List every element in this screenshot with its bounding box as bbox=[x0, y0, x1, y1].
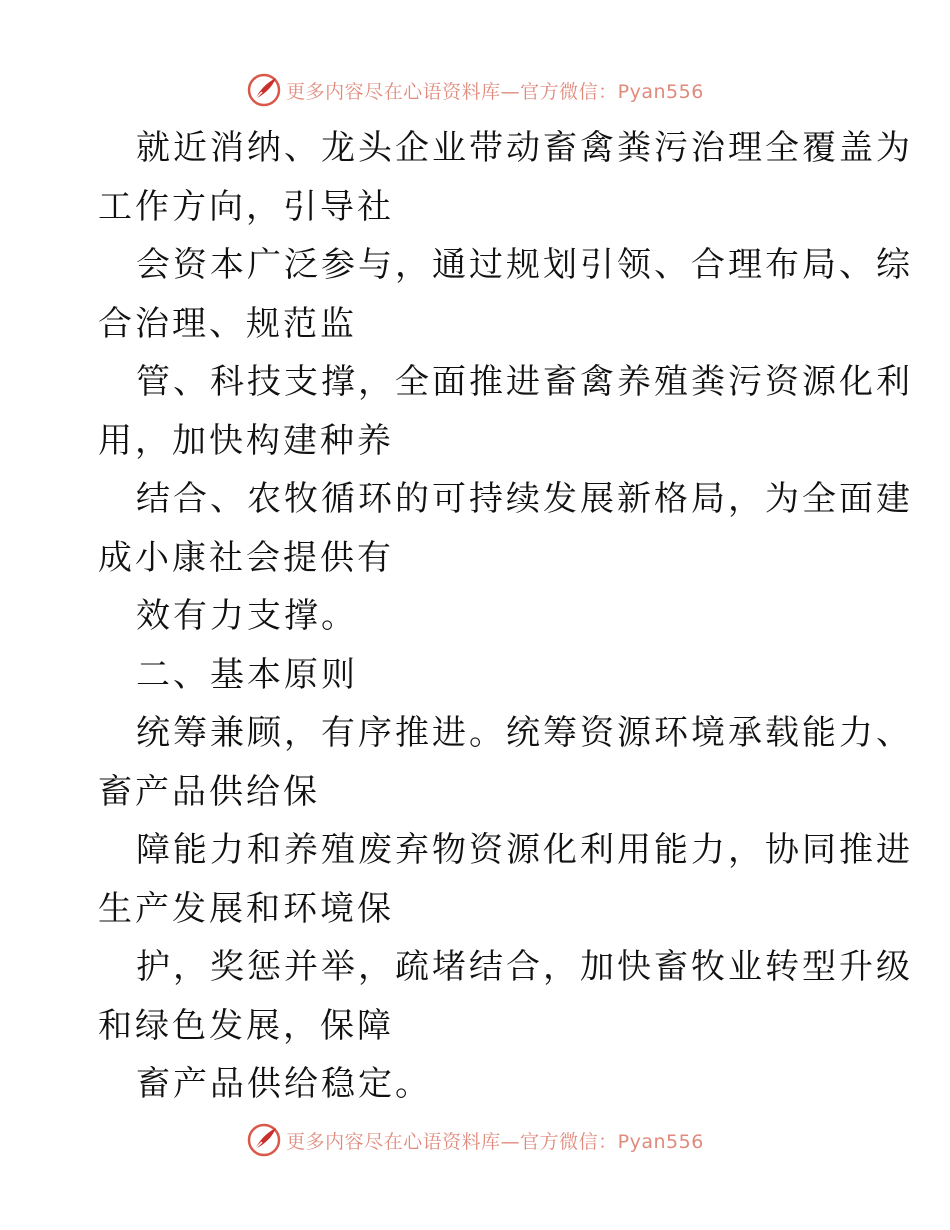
text-line: 障能力和养殖废弃物资源化利用能力，协同推进 bbox=[136, 830, 913, 870]
watermark-footer bbox=[0, 1120, 950, 1160]
text-line: 统筹兼顾，有序推进。统筹资源环境承载能力、 bbox=[136, 713, 913, 753]
quill-logo-icon bbox=[246, 1122, 282, 1158]
text-line: 就近消纳、龙头企业带动畜禽粪污治理全覆盖为 bbox=[136, 128, 913, 168]
text-line: 二、基本原则 bbox=[136, 654, 358, 695]
text-line: 合治理、规范监 bbox=[98, 303, 357, 344]
text-line: 生产发展和环境保 bbox=[98, 888, 394, 929]
text-line: 会资本广泛参与，通过规划引领、合理布局、综 bbox=[136, 245, 913, 285]
watermark-text: 更多内容尽在心语资料库—官方微信：Pyan556 bbox=[286, 1130, 704, 1153]
text-line: 效有力支撑。 bbox=[136, 596, 358, 636]
text-line: 畜产品供给保 bbox=[98, 771, 320, 812]
watermark-text: 更多内容尽在心语资料库—官方微信：Pyan556 bbox=[286, 80, 704, 103]
quill-logo-icon bbox=[246, 72, 282, 108]
document-body bbox=[98, 119, 913, 1114]
text-line: 护，奖惩并举，疏堵结合，加快畜牧业转型升级 bbox=[136, 947, 913, 987]
text-line: 用，加快构建种养 bbox=[98, 420, 394, 461]
text-line: 工作方向，引导社 bbox=[98, 186, 394, 227]
text-line: 畜产品供给稳定。 bbox=[136, 1064, 432, 1104]
text-line: 结合、农牧循环的可持续发展新格局，为全面建 bbox=[136, 479, 913, 519]
text-line: 成小康社会提供有 bbox=[98, 537, 394, 578]
text-line: 和绿色发展，保障 bbox=[98, 1005, 394, 1046]
watermark-header bbox=[0, 70, 950, 110]
text-line: 管、科技支撑，全面推进畜禽养殖粪污资源化利 bbox=[136, 362, 913, 402]
